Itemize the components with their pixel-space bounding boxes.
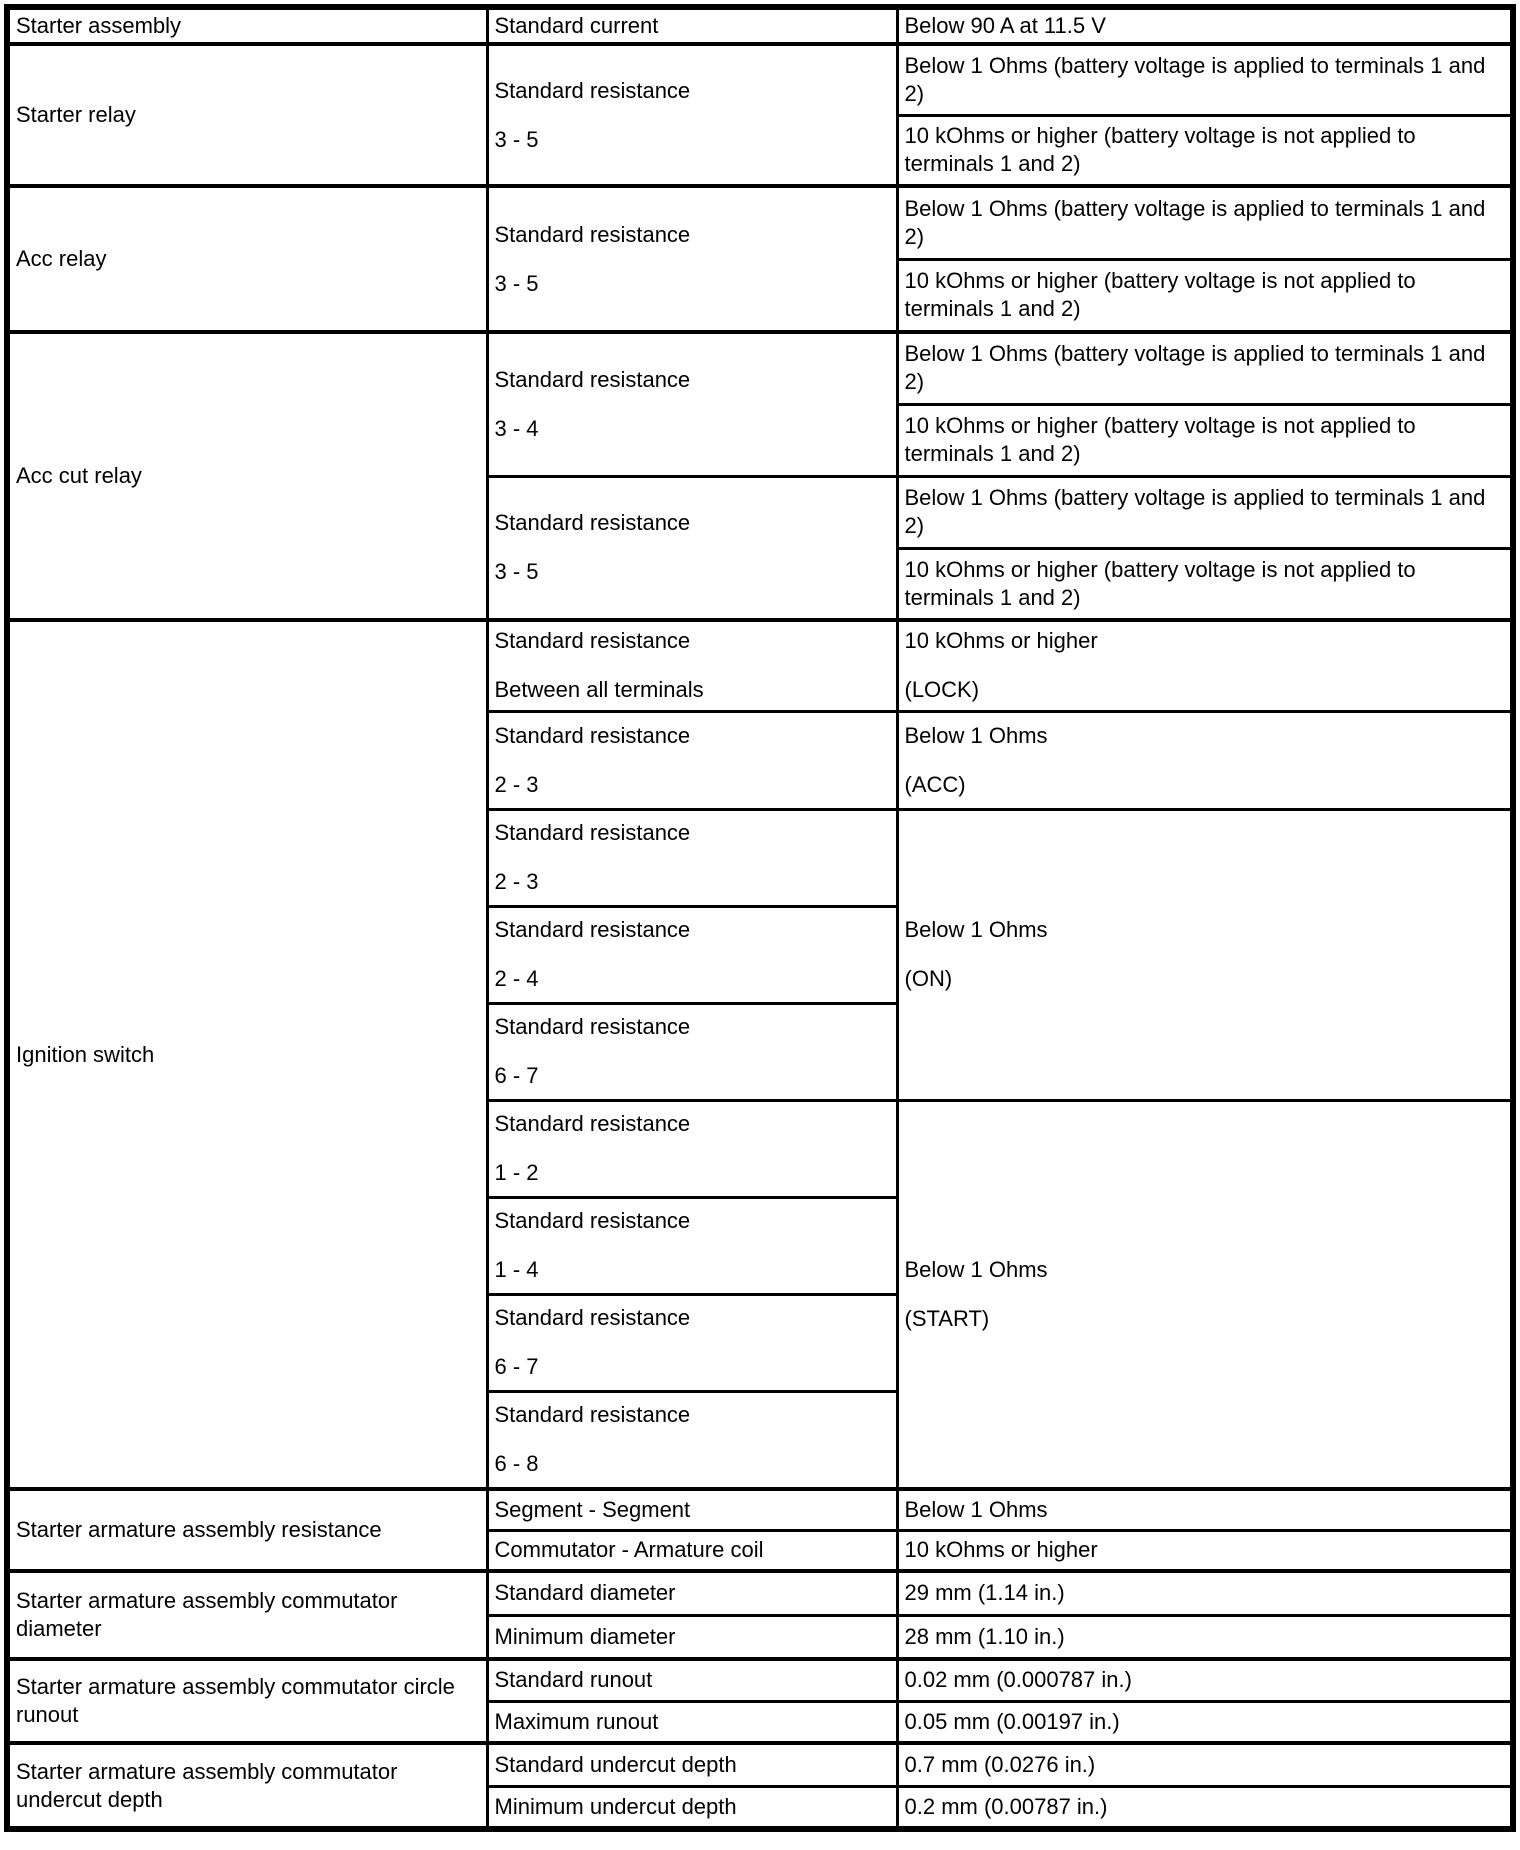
- cell-text: Maximum runout: [494, 1708, 659, 1734]
- condition-cell: [487, 1530, 897, 1571]
- table-row: [7, 1743, 1513, 1786]
- specification-cell: [897, 44, 1513, 115]
- cell-text: (LOCK): [904, 677, 980, 703]
- specification-cell: [897, 259, 1513, 332]
- condition-cell: [487, 332, 897, 476]
- specification-cell: [897, 1615, 1513, 1659]
- cell-text: Standard resistance: [494, 917, 691, 942]
- cell-text: 10 kOhms or higher: [904, 1537, 1098, 1563]
- cell-text: Standard resistance: [494, 366, 691, 392]
- cell-text: Between all terminals: [494, 677, 704, 703]
- cell-text: Starter armature assembly resistance: [16, 1517, 382, 1542]
- cell-text: 10 kOhms or higher (battery voltage is not applied to terminals 1 and 2): [904, 123, 1416, 177]
- cell-text: Starter relay: [16, 102, 136, 127]
- cell-text: 3 - 5: [494, 126, 539, 152]
- condition-cell: [487, 1701, 897, 1743]
- cell-text: Acc cut relay: [16, 463, 142, 488]
- specification-cell: [897, 1571, 1513, 1615]
- cell-text: Minimum diameter: [494, 1623, 676, 1649]
- cell-text: Ignition switch: [16, 1041, 155, 1067]
- cell-text: Minimum undercut depth: [494, 1793, 737, 1819]
- cell-text: Below 90 A at 11.5 V: [904, 13, 1106, 38]
- table-row: [7, 332, 1513, 404]
- specification-cell: [897, 186, 1513, 259]
- condition-cell: [487, 44, 897, 186]
- specification-cell: [897, 620, 1513, 711]
- cell-text: Standard resistance: [494, 1111, 691, 1136]
- table-row: [7, 44, 1513, 115]
- component-cell: [7, 1743, 487, 1829]
- condition-cell: [487, 1294, 897, 1391]
- specifications-table-body: [7, 7, 1513, 1829]
- cell-text: Starter assembly: [16, 13, 182, 38]
- cell-text: Below 1 Ohms (battery voltage is applied to terminals 1 and 2): [904, 52, 1486, 106]
- cell-text: Commutator - Armature coil: [494, 1537, 764, 1563]
- cell-text: 2 - 3: [494, 869, 539, 894]
- specification-cell: [897, 476, 1513, 548]
- cell-text: Below 1 Ohms (battery voltage is applied to terminals 1 and 2): [904, 341, 1486, 395]
- condition-cell: [487, 1659, 897, 1701]
- cell-text: Standard diameter: [494, 1580, 676, 1606]
- condition-cell: [487, 1615, 897, 1659]
- cell-text: Standard resistance: [494, 820, 691, 845]
- cell-text: 10 kOhms or higher (battery voltage is not applied to terminals 1 and 2): [904, 556, 1416, 610]
- specification-cell: [897, 1743, 1513, 1786]
- condition-cell: [487, 1197, 897, 1294]
- cell-text: 0.7 mm (0.0276 in.): [904, 1751, 1096, 1777]
- condition-cell: [487, 809, 897, 906]
- specification-cell: [897, 404, 1513, 476]
- condition-cell: [487, 7, 897, 44]
- cell-text: 2 - 3: [494, 771, 539, 797]
- condition-cell: [487, 1391, 897, 1489]
- specification-cell: [897, 548, 1513, 620]
- table-row: [7, 620, 1513, 711]
- cell-text: Starter armature assembly commutator diameter: [16, 1588, 398, 1641]
- cell-text: 10 kOhms or higher: [904, 628, 1098, 654]
- condition-cell: [487, 476, 897, 620]
- specification-cell: [897, 1489, 1513, 1530]
- cell-text: Starter armature assembly commutator circle runout: [16, 1674, 455, 1727]
- cell-text: 28 mm (1.10 in.): [904, 1623, 1065, 1649]
- specification-cell: [897, 332, 1513, 404]
- cell-text: 3 - 5: [494, 559, 539, 585]
- cell-text: 0.02 mm (0.000787 in.): [904, 1667, 1132, 1693]
- cell-text: 10 kOhms or higher (battery voltage is not applied to terminals 1 and 2): [904, 413, 1416, 466]
- condition-cell: [487, 711, 897, 809]
- table-row: [7, 1571, 1513, 1615]
- cell-text: Standard resistance: [494, 1305, 691, 1330]
- specification-cell: [897, 1100, 1513, 1489]
- cell-text: Standard resistance: [494, 1208, 691, 1233]
- cell-text: 1 - 2: [494, 1160, 539, 1185]
- cell-text: Below 1 Ohms: [904, 722, 1048, 748]
- specification-cell: [897, 809, 1513, 1100]
- component-cell: [7, 1489, 487, 1571]
- condition-cell: [487, 1003, 897, 1100]
- specification-cell: [897, 1701, 1513, 1743]
- cell-text: Segment - Segment: [494, 1496, 691, 1522]
- condition-cell: [487, 1489, 897, 1530]
- component-cell: [7, 44, 487, 186]
- cell-text: Standard resistance: [494, 1402, 691, 1428]
- component-cell: [7, 332, 487, 620]
- cell-text: 3 - 4: [494, 415, 539, 441]
- cell-text: (START): [904, 1305, 990, 1331]
- table-row: [7, 1489, 1513, 1530]
- cell-text: 0.05 mm (0.00197 in.): [904, 1708, 1120, 1734]
- cell-text: Standard undercut depth: [494, 1751, 737, 1777]
- cell-text: 1 - 4: [494, 1257, 539, 1282]
- cell-text: 6 - 7: [494, 1063, 539, 1088]
- condition-cell: [487, 620, 897, 711]
- condition-cell: [487, 1786, 897, 1829]
- specifications-table: [4, 4, 1516, 1832]
- cell-text: 6 - 8: [494, 1451, 539, 1477]
- cell-text: Standard resistance: [494, 628, 691, 654]
- cell-text: Below 1 Ohms (battery voltage is applied to terminals 1 and 2): [904, 485, 1486, 538]
- cell-text: (ON): [904, 966, 953, 991]
- cell-text: Below 1 Ohms (battery voltage is applied to terminals 1 and 2): [904, 195, 1486, 249]
- condition-cell: [487, 1571, 897, 1615]
- cell-text: Starter armature assembly commutator undercut depth: [16, 1758, 398, 1812]
- component-cell: [7, 1571, 487, 1659]
- cell-text: 10 kOhms or higher (battery voltage is not applied to terminals 1 and 2): [904, 268, 1416, 322]
- condition-cell: [487, 1100, 897, 1197]
- cell-text: Standard resistance: [494, 510, 691, 536]
- table-row: [7, 7, 1513, 44]
- cell-text: 0.2 mm (0.00787 in.): [904, 1793, 1108, 1819]
- cell-text: Standard resistance: [494, 1014, 691, 1039]
- specification-cell: [897, 711, 1513, 809]
- specification-cell: [897, 115, 1513, 186]
- condition-cell: [487, 1743, 897, 1786]
- component-cell: [7, 1659, 487, 1743]
- component-cell: [7, 620, 487, 1489]
- cell-text: Below 1 Ohms: [904, 917, 1048, 942]
- table-row: [7, 1659, 1513, 1701]
- cell-text: Standard current: [494, 13, 659, 38]
- cell-text: 3 - 5: [494, 270, 539, 296]
- cell-text: Standard resistance: [494, 77, 691, 103]
- cell-text: Below 1 Ohms: [904, 1256, 1048, 1282]
- cell-text: Standard resistance: [494, 221, 691, 247]
- cell-text: 6 - 7: [494, 1354, 539, 1379]
- cell-text: Standard resistance: [494, 722, 691, 748]
- specification-cell: [897, 1786, 1513, 1829]
- cell-text: Below 1 Ohms: [904, 1496, 1048, 1522]
- cell-text: Acc relay: [16, 246, 107, 271]
- condition-cell: [487, 186, 897, 332]
- specification-cell: [897, 1530, 1513, 1571]
- component-cell: [7, 7, 487, 44]
- cell-text: (ACC): [904, 771, 966, 797]
- cell-text: Standard runout: [494, 1667, 653, 1693]
- specification-cell: [897, 7, 1513, 44]
- cell-text: 2 - 4: [494, 966, 539, 991]
- table-row: [7, 186, 1513, 259]
- cell-text: 29 mm (1.14 in.): [904, 1580, 1065, 1606]
- specification-cell: [897, 1659, 1513, 1701]
- condition-cell: [487, 906, 897, 1003]
- component-cell: [7, 186, 487, 332]
